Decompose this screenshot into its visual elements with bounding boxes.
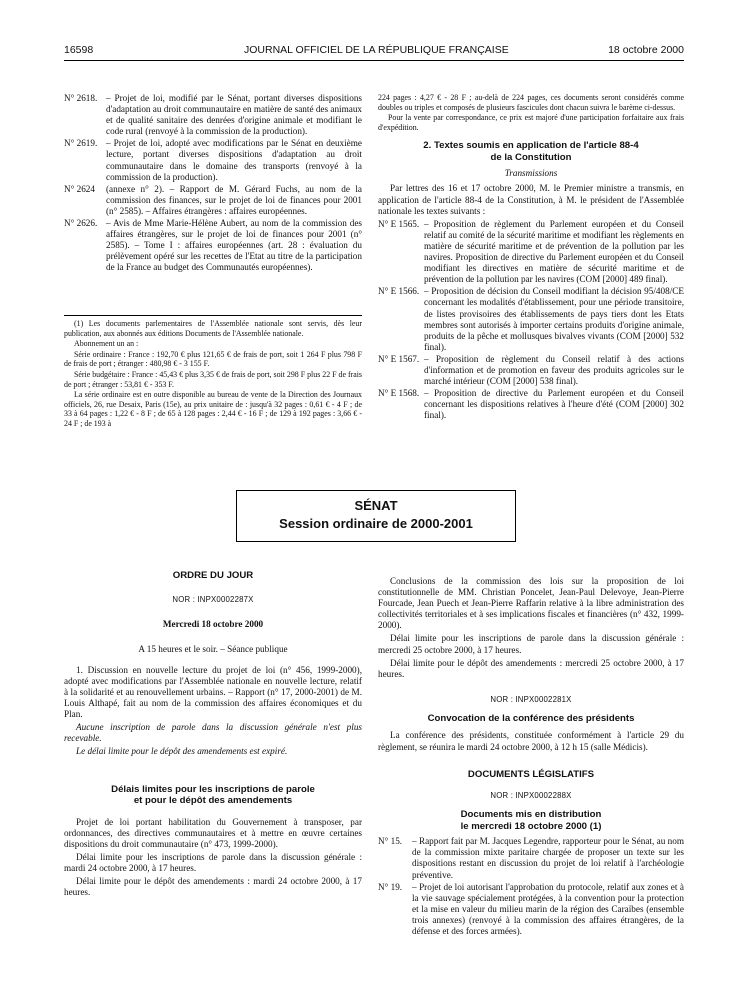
convocation-heading: Convocation de la conférence des présidents — [427, 712, 635, 724]
price-continuation: 224 pages : 4,27 € - 28 F ; au-delà de 224 pages, ces documents seront considérés comme doubles ou triples et composés de plusieurs fascicules dont chacun suivra le barème ci-dessus. — [378, 93, 684, 112]
nor-reference: NOR : INPX0002281X — [490, 694, 572, 704]
deadlines-heading: et pour le dépôt des amendements — [133, 795, 293, 807]
entry-number: N° E 1567. — [378, 353, 420, 364]
entry-number: N° 2619. — [64, 138, 98, 149]
entry-text: – Proposition de règlement du Conseil relatif à des actions d'information et de promotion en faveur des produits agricoles sur le marché intérieur (COM [2000] 538 final). — [424, 353, 684, 387]
no-registration-note: Aucune inscription de parole dans la discussion générale n'est plus recevable. — [64, 722, 362, 744]
document-entry — [64, 218, 362, 273]
right-top-column — [378, 93, 684, 422]
entry-text: – Avis de Mme Marie-Hélène Aubert, au nom de la commission des affaires étrangères, sur le projet de loi de finances pour 2001 (n° 2585). – Tome I : affaires européennes (art. 28 : évaluation du prélèvement opéré sur les recettes de l'Etat au titre de la participation de la France au budget des Communautés européennes). — [106, 218, 362, 273]
e-document-entry — [378, 219, 684, 286]
session-date: Mercredi 18 octobre 2000 — [162, 618, 264, 629]
distribution-heading: le mercredi 18 octobre 2000 (1) — [460, 820, 602, 832]
intro-paragraph: Par lettres des 16 et 17 octobre 2000, M. le Premier ministre a transmis, en application de l'article 88-4 de la Constitution, à M. le président de l'Assemblée nationale les textes suivants : — [378, 183, 684, 216]
entry-text: – Projet de loi autorisant l'approbation du protocole, relatif aux zones et à la vie sauvage spécialement protégées, à la convention pour la protection et la mise en valeur du milieu marin de la région des Caraïbes (ensemble trois annexes) (renvoyé à la commission des affaires étrangères, de la défense et des forces armées). — [412, 881, 684, 936]
entry-number: N° 2618. — [64, 93, 98, 103]
footnote-text: (1) Les documents parlementaires de l'Assemblée nationale sont servis, dès leur publication, aux abonnés aux éditions Documents de l'Assemblée nationale. — [64, 319, 362, 338]
senat-title-box — [236, 490, 516, 542]
deadline-speech: Délai limite pour les inscriptions de parole dans la discussion générale : mercredi 25 octobre 2000, à 17 heures. — [378, 633, 684, 655]
entry-number: N° 19. — [378, 881, 403, 892]
e-document-entry — [378, 286, 684, 353]
footnote-text: Série ordinaire : France : 192,70 € plus 121,65 € de frais de port, soit 1 264 F plus 798 F de frais de port ; étranger : 480,98 € - 3 155 F. — [64, 349, 362, 369]
entry-text: (annexe n° 2). – Rapport de M. Gérard Fuchs, au nom de la commission des finances, sur le projet de loi de finances pour 2001 (n° 2585). – Affaires étrangères : affaires européennes. — [106, 183, 362, 216]
deadline-amendments: Délai limite pour le dépôt des amendements : mercredi 25 octobre 2000, à 17 heures. — [378, 657, 684, 679]
deadline-speech: Délai limite pour les inscriptions de parole dans la discussion générale : mardi 24 octobre 2000, à 17 heures. — [64, 851, 362, 873]
document-entry — [378, 836, 684, 880]
entry-text: – Projet de loi, adopté avec modifications par le Sénat en deuxième lecture, portant diverses dispositions d'adaptation au droit communautaire dans le domaine des transports (renvoyé à la commission de la production). — [106, 138, 362, 182]
footnote-text: Abonnement un an : — [74, 339, 139, 349]
entry-number: N° E 1568. — [378, 388, 420, 399]
document-entry — [378, 882, 684, 937]
document-entry — [64, 184, 362, 217]
left-bottom-column — [64, 570, 362, 900]
footnote-text: La série ordinaire est en outre disponible au bureau de vente de la Direction des Journaux officiels, 26, rue Desaix, Paris (15e), au prix unitaire de : jusqu'à 32 pages : 0,61 € - 4 F ; de 33 à 64 pages : 1,22 € - 8 F ; de 65 à 128 pages : 2,44 € - 16 F ; de 129 à 192 pages : 3,66 € - 24 F ; de 193 à — [64, 390, 362, 428]
subheading-transmissions: Transmissions — [504, 168, 558, 179]
header-rule — [64, 60, 684, 61]
documents-heading: DOCUMENTS LÉGISLATIFS — [467, 768, 595, 780]
deadline-amendments: Délai limite pour le dépôt des amendements : mardi 24 octobre 2000, à 17 heures. — [64, 876, 362, 898]
section-heading: 2. Textes soumis en application de l'article 88-4 — [423, 140, 639, 152]
discussion-item: 1. Discussion en nouvelle lecture du projet de loi (n° 456, 1999-2000), adopté avec modifications par l'Assemblée nationale en nouvelle lecture, relatif à la solidarité et au renouvellement urbains. – Rapport (n° 17, 2000-2001) de M. Louis Althapé, fait au nom de la commission des affaires économiques et du Plan. — [64, 664, 362, 720]
document-entry — [64, 138, 362, 182]
conference-paragraph: La conférence des présidents, constituée conformément à l'article 29 du règlement, se réunira le mardi 24 octobre 2000, à 12 h 15 (salle Médicis). — [378, 730, 684, 752]
page-number: 16598 — [64, 44, 94, 56]
seance-time: A 15 heures et le soir. – Séance publique — [138, 643, 288, 654]
e-document-entry — [378, 388, 684, 421]
ordre-du-jour-heading: ORDRE DU JOUR — [172, 570, 254, 581]
distribution-heading: Documents mis en distribution — [460, 809, 602, 821]
deadline-expired-note: Le délai limite pour le dépôt des amendements est expiré. — [76, 746, 288, 757]
nor-reference: NOR : INPX0002287X — [172, 594, 254, 604]
entry-text: – Proposition de directive du Parlement européen et du Conseil concernant les dispositions relatives à l'heure d'été (COM [2000] 302 final). — [424, 388, 684, 421]
deadlines-heading: Délais limites pour les inscriptions de parole — [111, 783, 315, 795]
document-entry — [64, 93, 362, 137]
e-document-entry — [378, 354, 684, 387]
entry-number: N° 2624 — [64, 183, 95, 194]
right-bottom-column — [378, 576, 684, 938]
entry-text: – Projet de loi, modifié par le Sénat, portant diverses dispositions d'adaptation au droit communautaire en matière de santé des animaux et de qualité sanitaire des denrées d'origine animale et modifiant le code rural (renvoyé à la commission de la production). — [106, 93, 363, 137]
correspondence-note: Pour la vente par correspondance, ce prix est majoré d'une participation forfaitaire aux frais d'expédition. — [378, 113, 684, 132]
footnote — [64, 319, 362, 430]
header-date: 18 octobre 2000 — [608, 44, 684, 56]
entry-number: N° E 1565. — [378, 218, 420, 229]
conclusions-item: Conclusions de la commission des lois sur la proposition de loi constitutionnelle de MM. Christian Poncelet, Jean-Paul Delevoye, Jean-Pierre Fourcade, Jean Puech et Jean-Pierre Raffarin relative à la libre administration des collectivités territoriales et à ses implications fiscales et financières (n° 432, 1999-2000). — [378, 576, 684, 631]
session-subtitle: Session ordinaire de 2000-2001 — [279, 516, 473, 531]
entry-number: N° E 1566. — [378, 286, 420, 297]
section-heading: de la Constitution — [490, 151, 572, 163]
bill-description: Projet de loi portant habilitation du Gouvernement à transposer, par ordonnances, des directives communautaires et à mettre en œuvre certaines dispositions du droit communautaire (n° 473, 1999-2000). — [64, 816, 362, 849]
entry-text: – Proposition de décision du Conseil modifiant la décision 95/408/CE concernant les modalités d'établissement, pour une période transitoire, de listes provisoires des établissements de pays tiers dont les Etats membres sont autorisés à importer certains produits d'origine animale, produits de la pêche et mollusques bivalves vivants (COM [2000] 532 final). — [424, 286, 684, 352]
senat-title: SÉNAT — [354, 498, 398, 513]
entry-number: N° 2626. — [64, 218, 98, 229]
footnote-text: Série budgétaire : France : 45,43 € plus 3,35 € de frais de port, soit 298 F plus 22 F de frais de port ; étranger : 53,81 € - 353 F. — [64, 369, 362, 389]
entry-text: – Rapport fait par M. Jacques Legendre, rapporteur pour le Sénat, au nom de la commission mixte paritaire chargée de proposer un texte sur les dispositions restant en discussion du projet de loi relatif à l'archéologie préventive. — [412, 836, 684, 880]
entry-text: – Proposition de règlement du Parlement européen et du Conseil relatif au comité de la sécurité maritime et modifiant les règlements en matière de sécurité maritime et de prévention de la pollution par les navires. Proposition de directive du Parlement européen et du Conseil modifiant les directives en matière de sécurité maritime et de prévention de la pollution par les navires (COM [2000] 489 final). — [424, 218, 684, 285]
footnote-rule — [64, 315, 362, 316]
left-top-column — [64, 93, 362, 275]
journal-title: JOURNAL OFFICIEL DE LA RÉPUBLIQUE FRANÇAISE — [244, 44, 509, 56]
nor-reference: NOR : INPX0002288X — [490, 791, 572, 801]
entry-number: N° 15. — [378, 836, 403, 847]
